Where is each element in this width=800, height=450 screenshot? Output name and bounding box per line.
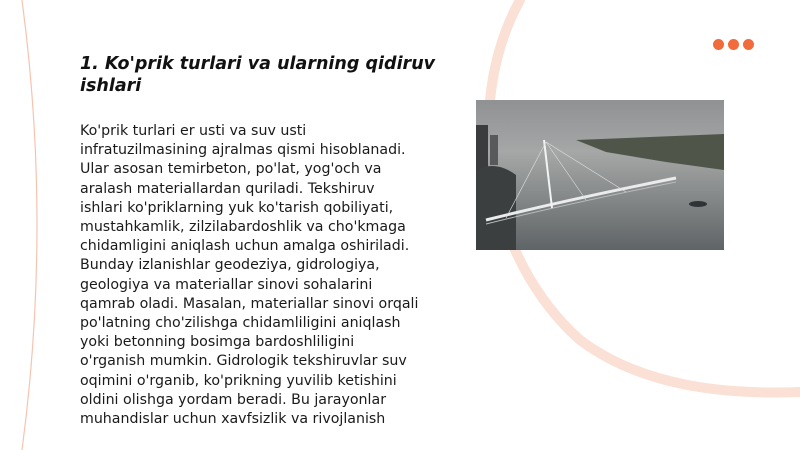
dot-icon <box>713 39 724 50</box>
dot-icon <box>743 39 754 50</box>
slide-body-text: Ko'prik turlari er usti va suv usti infratuzilmasining ajralmas qismi hisoblanadi. Ular asosan temirbeton, po'lat, yog'och va aralash materiallardan quriladi. Tekshiruv ishlari ko'priklarning yuk ko'tarish qobiliyati, mustahkamlik, zilzilabardoshlik va cho'kmaga chidamligini aniqlash uchun amalga oshiriladi. Bunday izlanishlar geodeziya, gidrologiya, geologiya va materiallar sinovi sohalarini qamrab oladi. Masalan, materiallar sinovi orqali po'latning cho'zilishga chidamliligini aniqlash yoki betonning bosimga bardoshliligini o'rganish mumkin. Gidrologik tekshiruvlar suv oqimini o'rganib, ko'prikning yuvilib ketishini oldini olishga yordam beradi. Bu jarayonlar muhandislar uchun xavfsizlik va rivojlanish <box>80 123 419 428</box>
dot-icon <box>728 39 739 50</box>
left-arc <box>22 0 37 450</box>
slide-title: 1. Ko'prik turlari va ularning qidiruv ishlari <box>80 54 436 96</box>
menu-dots <box>713 39 754 50</box>
bridge-photo <box>476 100 724 250</box>
